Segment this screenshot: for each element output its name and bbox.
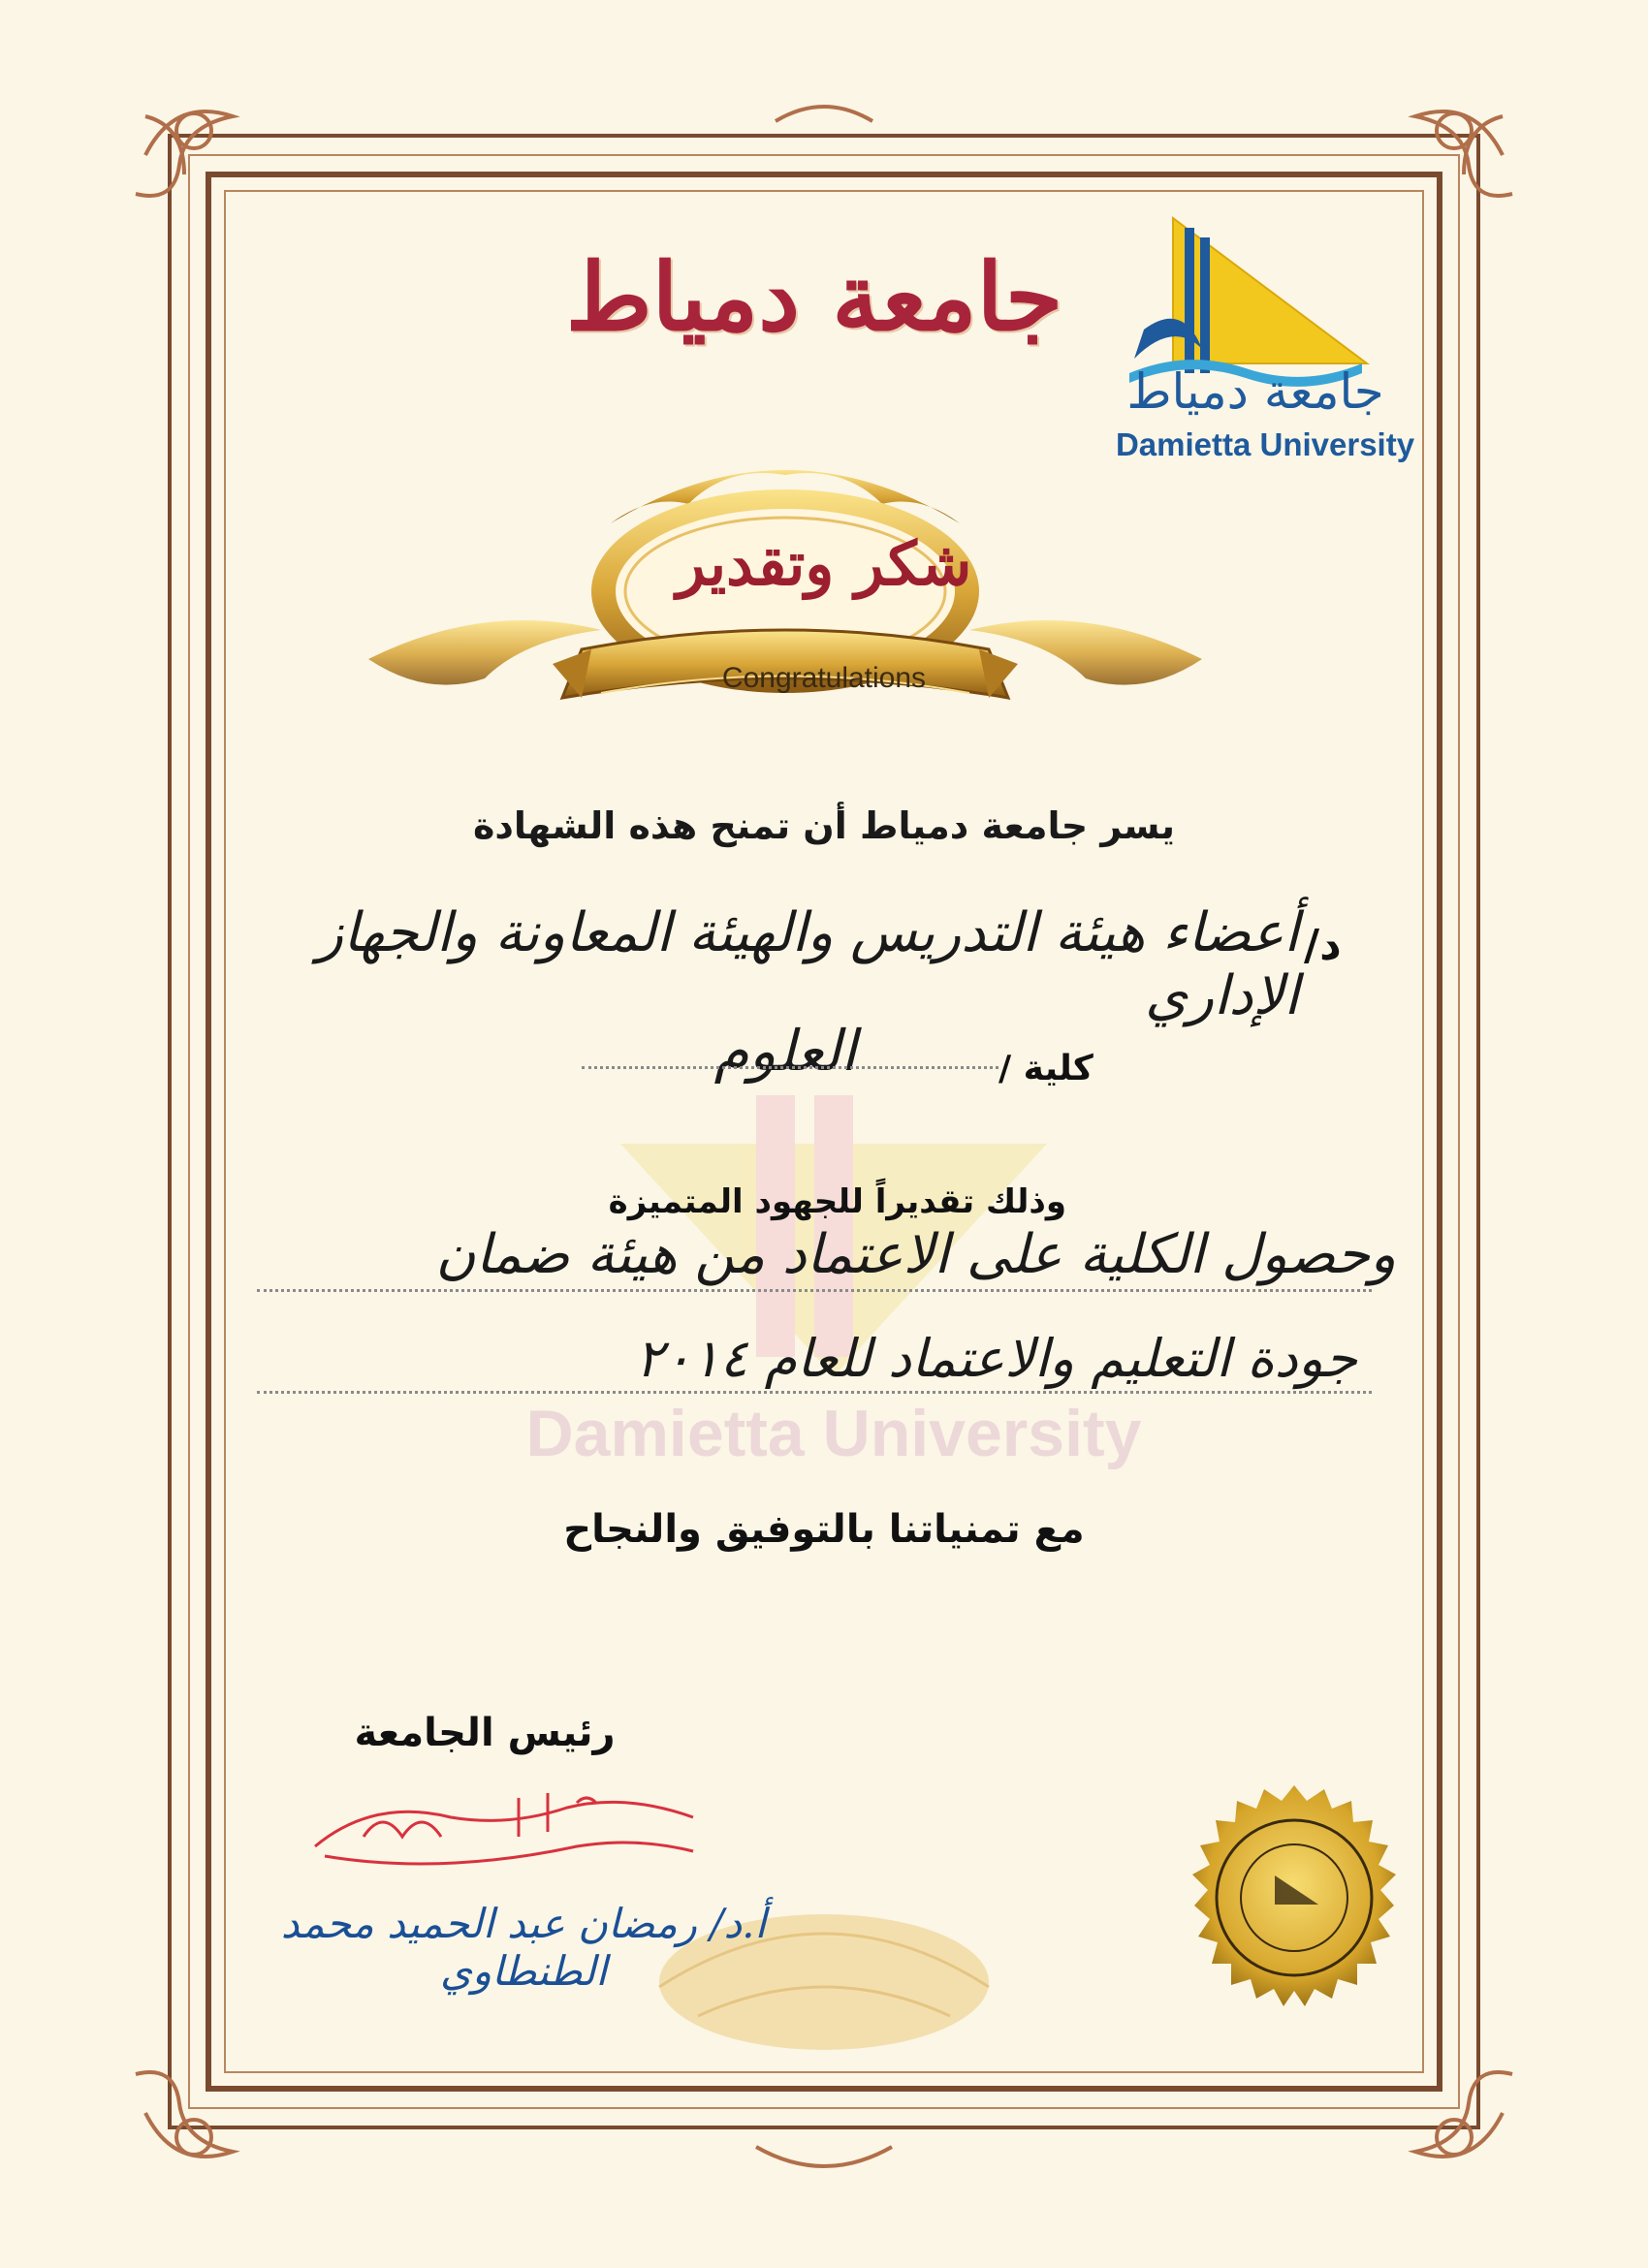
dotted-line	[257, 1289, 1372, 1292]
president-name: أ.د/ رمضان عبد الحميد محمد الطنطاوي	[280, 1900, 767, 1995]
logo-arabic-text: جامعة دمياط	[1126, 363, 1384, 420]
university-seal	[1173, 1783, 1415, 2026]
wishes-line: مع تمنياتنا بالتوفيق والنجاح	[563, 1507, 1085, 1552]
thanks-title: شكر وتقدير	[676, 528, 972, 599]
ribbon-text: Congratulations	[721, 662, 927, 694]
dotted-line	[257, 1391, 1372, 1394]
reason-label: وذلك تقديراً للجهود المتميزة	[608, 1182, 1066, 1221]
president-label: رئيس الجامعة	[354, 1711, 616, 1755]
signature	[305, 1779, 713, 1885]
faculty-label: كلية /	[998, 1049, 1093, 1088]
congratulations-ornament	[359, 456, 1212, 775]
watermark-text: Damietta University	[525, 1397, 1142, 1470]
recipient-name: أعضاء هيئة التدريس والهيئة المعاونة والجهاز الإداري	[317, 901, 1299, 1027]
dotted-line	[582, 1066, 998, 1069]
recipient-prefix: د/	[1304, 921, 1342, 970]
logo-english-text: Damietta University	[1115, 426, 1415, 462]
reason-line-2: جودة التعليم والاعتماد للعام ٢٠١٤	[635, 1328, 1357, 1389]
reason-line-1: وحصول الكلية على الاعتماد من هيئة ضمان	[435, 1223, 1396, 1286]
intro-line: يسر جامعة دمياط أن تمنح هذه الشهادة	[473, 804, 1175, 847]
university-title: جامعة دمياط	[565, 242, 1063, 352]
faculty-value: العلوم	[713, 1018, 857, 1084]
